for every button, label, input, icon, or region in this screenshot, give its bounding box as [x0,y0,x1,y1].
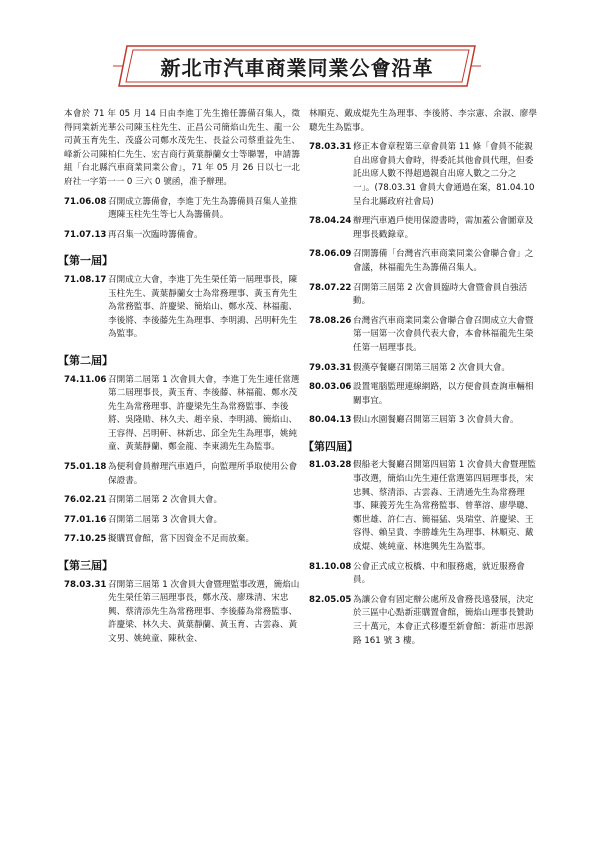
entry-text: 台灣省汽車商業同業公會聯合會召開成立大會暨第一屆第一次會員代表大會，本會林福龍先生榮任第一屆理事長。 [353,315,534,353]
entry-text: 召開第三屆第 2 次會員臨時大會暨會員自強活動。 [353,282,528,307]
timeline-entry [309,141,537,209]
entry-date: 80.03.06 [309,382,352,393]
entry-text: 召開第二屆第 1 次會員大會，李進丁先生連任當選第二屆理事長，黃玉育、李後藤、林福龍、鄭水茂先生為常務理事、許慶梁先生為常務監事、李後將、吳隆勛、林久夫、趙辛泉、李明鴻、簡焰山、王容得、呂明軒、林新忠、邱全先生為理事，姚純童、黃葉靜蘭、鄭金龍、李東鴻先生為監事。 [108,374,300,453]
entry-text: 辦理汽車過戶使用保證書時，需加蓋公會圖章及理事長戳錄章。 [353,216,534,240]
entry-text: 假山水園餐廳召開第三屆第 3 次會員大會。 [353,415,519,426]
right-column [303,108,537,654]
entry-date: 82.05.05 [309,594,352,605]
section-heading: 【第二屆】 [58,353,113,367]
entry-text: 召開第二屆第 3 次會員大會。 [108,514,223,525]
entry-text: 召開籌備「台灣省汽車商業同業公會聯合會」之會議，林福龍先生為籌備召集人。 [353,249,534,273]
entry-text: 擬購買會館，當下因資金不足而放棄。 [108,534,255,545]
entry-date: 75.01.18 [64,462,107,473]
entry-date: 78.08.26 [309,315,352,326]
section-heading: 【第四屆】 [303,439,358,453]
entry-date: 77.01.16 [64,514,107,525]
intro-paragraph: 本會於 71 年 05 月 14 日由李進丁先生擔任籌備召集人，徵得同業新光華公司陳玉柱先生、正昌公司簡焰山先生、龍一公司黃玉育先生、茂盛公司鄭水茂先生、長益公司蔡重益先生、峰新公司陳柏仁先生、宏吉商行黃葉靜蘭女士等聯署，申請籌組「台北縣汽車商業同業公會」，71 年 05 月 26 日以七一北府社一字第一一 0 三六 0 號函，准予辦理。 [64,109,300,187]
entry-text: 設置電腦監理連線網路，以方便會員查詢車輛相關事宜。 [353,382,534,406]
timeline-entry [64,274,300,342]
entry-text: 修正本會章程第三章會員第 11 條「會員不能親自出席會員大會時，得委託其他會員代理，但委託出席人數不得超過親自出席人數之二分之一」。(78.03.31 會員大會通過在案，81.04.10 呈台北縣政府社會局) [353,142,535,207]
entry-date: 76.02.21 [64,495,107,506]
pre-founding-entries [64,196,300,243]
entry-date: 80.04.13 [309,415,352,426]
timeline-entry [309,362,537,376]
timeline-entry [64,494,300,508]
entry-date: 81.10.08 [309,561,352,572]
entry-date: 71.07.13 [64,229,107,240]
timeline-entry [309,315,537,356]
entry-text: 公會正式成立板橋、中和服務處，就近服務會員。 [353,561,525,586]
right-entries [309,141,537,428]
timeline-entry [64,374,300,456]
entry-date: 71.08.17 [64,274,107,285]
left-column [58,108,300,653]
section-heading: 【第一屆】 [58,254,113,268]
entry-date: 78.07.22 [309,282,352,293]
entry-date: 74.11.06 [64,374,107,385]
entry-text: 召開第二屆第 2 次會員大會。 [108,495,223,506]
entry-text: 再召集一次臨時籌備會。 [108,229,203,240]
entry-text: 為讓公會有固定辦公處所及會務長遠發展，決定於三區中心點新莊購置會館，簡焰山理事長贊助三十萬元，本會正式移遷至新會館：新莊市思源路 161 號 3 樓。 [353,594,534,646]
entry-date: 71.06.08 [64,196,107,207]
entry-date: 77.10.25 [64,534,107,545]
section-heading: 【第三屆】 [58,559,113,573]
timeline-entry [309,248,537,275]
entry-text: 召開成立籌備會，李進丁先生為籌備員召集人並推選陳玉柱先生等七人為籌備員。 [108,196,298,221]
entry-date: 78.03.31 [64,579,107,590]
entry-date: 78.04.24 [309,216,352,227]
timeline-entry [309,561,537,588]
timeline-entry [64,579,300,647]
timeline-entry [64,461,300,488]
timeline-entry [64,533,300,547]
entry-text: 召開第三屆第 1 次會員大會暨理監事改選，簡焰山先生榮任第三屆理事長，鄭水茂、廖珠清、宋忠興、蔡清添先生為常務理事、李後藤為常務監事、許慶梁、林久夫、黃葉靜蘭、黃玉育、古雲淼、黃文男、姚純童、陳秋金、 [108,579,300,644]
entry-date: 79.03.31 [309,362,352,373]
timeline-entry [309,215,537,242]
entry-date: 78.03.31 [309,142,352,153]
right-sections [303,439,537,648]
continuation-paragraph: 林順克、戴成焜先生為理事、李後將、李宗憲、余淑、廖學聰先生為監事。 [309,109,537,133]
page-title: 新北市汽車商業同業公會沿革 [160,55,434,80]
timeline-entry [64,514,300,528]
timeline-entry [309,414,537,428]
timeline-entry [309,459,537,554]
timeline-entry [309,282,537,309]
entry-text: 假漢亭餐廳召開第三屆第 2 次會員大會。 [353,362,511,373]
entry-text: 召開成立大會，李進丁先生榮任第一屆理事長，陳玉柱先生、黃葉靜蘭女士為常務理事、黃玉育先生為常務監事、許慶梁、簡焰山、鄭水茂、林福龍、李後將、李後藤先生為理事、李明鴻、呂明軒先生為監事。 [108,274,298,340]
timeline-entry [309,594,537,648]
title-banner [113,42,481,90]
entry-text: 假船老大餐廳召開第四屆第 1 次會員大會暨理監事改選，簡焰山先生連任當選第四屆理事長，宋忠興、蔡清添、古雲淼、王清通先生為常務理事、陳義芳先生為常務監事、曾華溶、廖學聰、鄭世雄、許仁吉、簡福猛、吳瑞堂、許慶梁、王容得、賴呈貴、李勝雄先生為理事、林順克、戴成焜、姚純童、林進興先生為監事。 [353,460,536,553]
entry-text: 為便利會員辦理汽車過戶，向監理所爭取使用公會保證書。 [108,462,298,486]
timeline-entry [309,381,537,408]
entry-date: 78.06.09 [309,249,352,260]
entry-date: 81.03.28 [309,460,352,471]
left-sections [58,254,300,646]
timeline-entry [64,229,300,243]
timeline-entry [64,196,300,223]
